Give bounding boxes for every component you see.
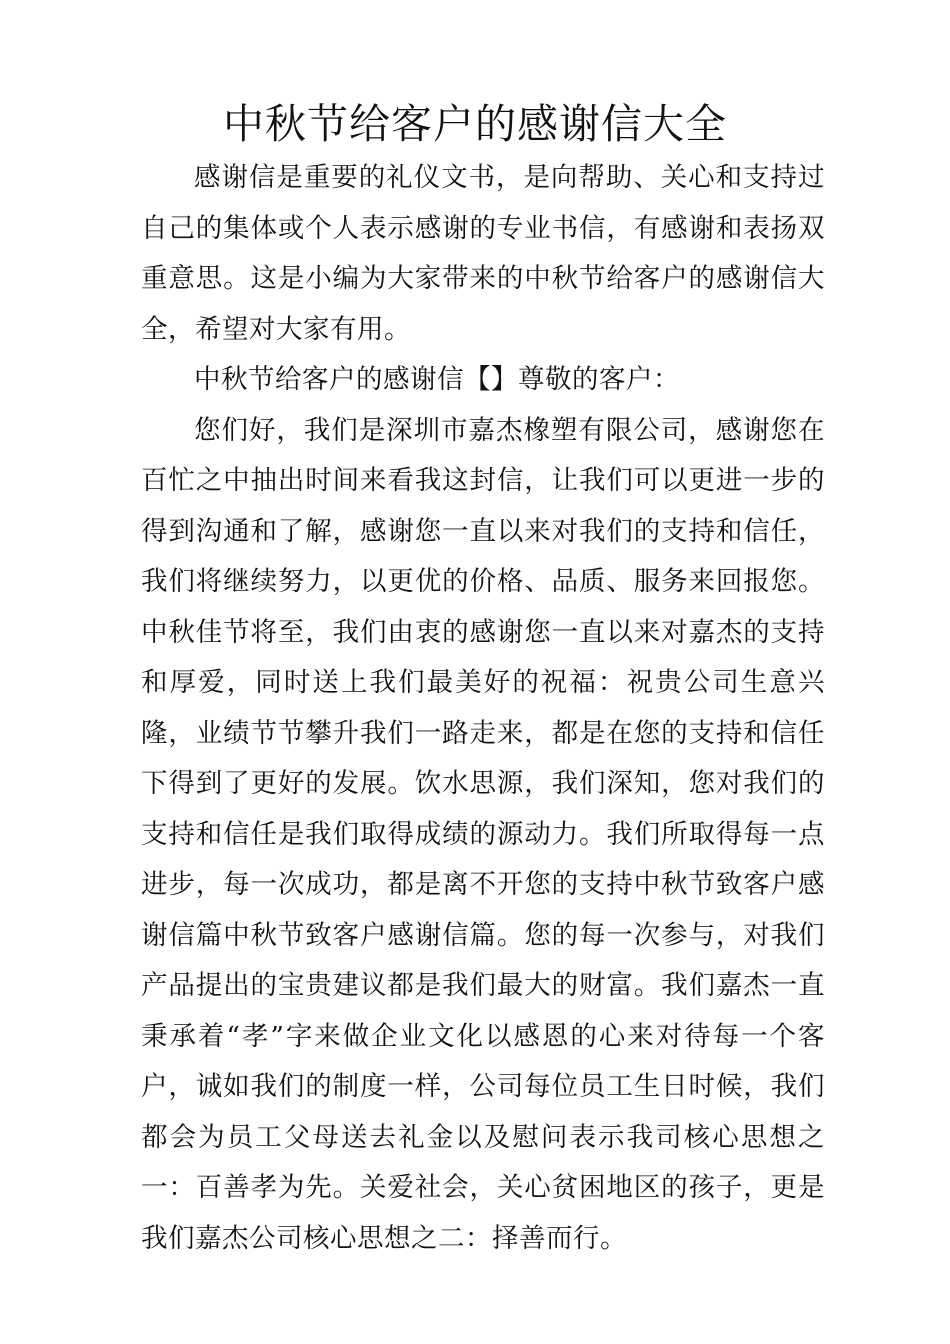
letter-body-paragraph: 您们好，我们是深圳市嘉杰橡塑有限公司，感谢您在百忙之中抽出时间来看我这封信，让我们可以更进一步的得到沟通和了解，感谢您一直以来对我们的支持和信任，我们将继续努力，以更优的价格、品质、服务来回报您。中秋佳节将至，我们由衷的感谢您一直以来对嘉杰的支持和厚爱，同时送上我们最美好的祝福：祝贵公司生意兴隆，业绩节节攀升我们一路走来，都是在您的支持和信任下得到了更好的发展。饮水思源，我们深知，您对我们的支持和信任是我们取得成绩的源动力。我们所取得每一点进步，每一次成功，都是离不开您的支持中秋节致客户感谢信篇中秋节致客户感谢信篇。您的每一次参与，对我们产品提出的宝贵建议都是我们最大的财富。我们嘉杰一直秉承着“孝”字来做企业文化以感恩的心来对待每一个客户，诚如我们的制度一样，公司每位员工生日时候，我们都会为员工父母送去礼金以及慰问表示我司核心思想之一：百善孝为先。关爱社会，关心贫困地区的孩子，更是我们嘉杰公司核心思想之二：择善而行。	[141, 414, 825, 1254]
intro-paragraph: 感谢信是重要的礼仪文书，是向帮助、关心和支持过自己的集体或个人表示感谢的专业书信，有感谢和表扬双重意思。这是小编为大家带来的中秋节给客户的感谢信大全，希望对大家有用。	[141, 162, 825, 345]
document-body	[141, 153, 825, 1264]
salutation-paragraph: 中秋节给客户的感谢信【】尊敬的客户：	[194, 364, 680, 395]
document-title: 中秋节给客户的感谢信大全	[223, 100, 727, 148]
